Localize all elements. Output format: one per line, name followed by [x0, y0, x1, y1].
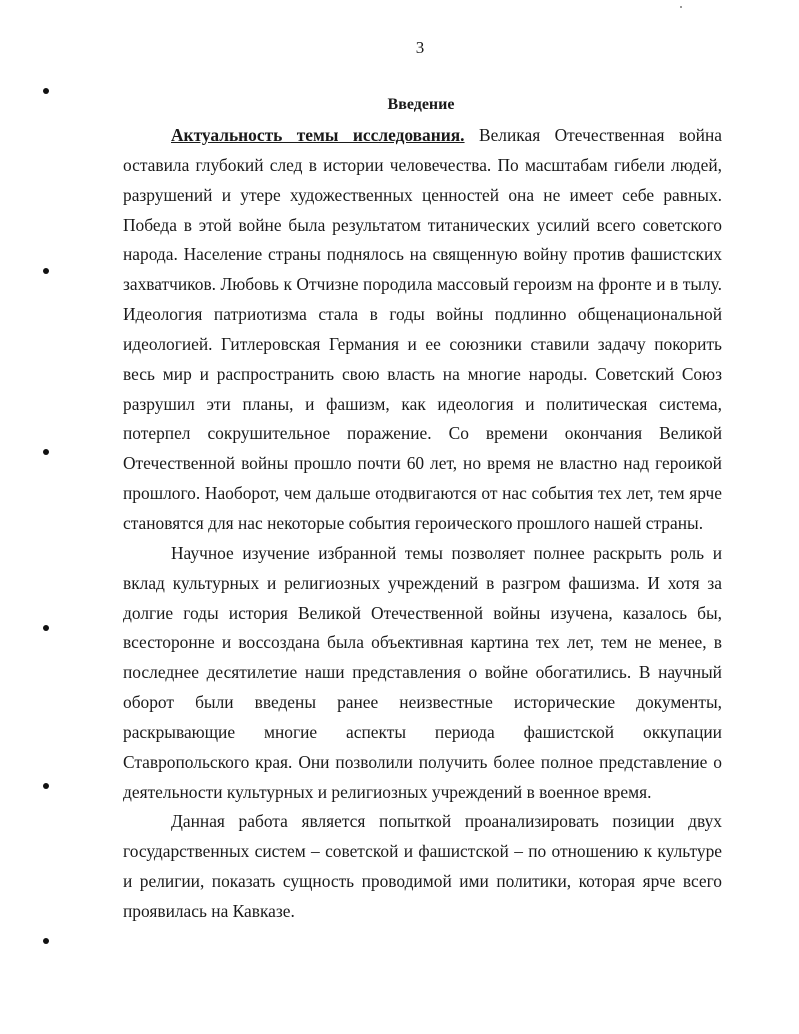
scan-dot	[43, 449, 49, 455]
page-title: Введение	[387, 96, 455, 113]
section-label: Актуальность темы исследования.	[171, 125, 465, 145]
scan-dot	[43, 268, 49, 274]
paragraph-aim: Данная работа является попыткой проанализировать позиции двух государственных систем – советской и фашистской – по отношению к культуре и религии, показать сущность проводимой ими политики, которая ярче всего проявилась на Кавказе.	[123, 811, 722, 921]
scan-speck	[680, 6, 682, 8]
scan-dot	[43, 625, 49, 631]
paragraph-relevance	[123, 121, 722, 539]
document-body	[123, 121, 722, 927]
paragraph-text: Великая Отечественная война оставила глубокий след в истории человечества. По масштабам гибели людей, разрушений и утере художественных ценностей она не имеет себе равных. Победа в этой войне была результатом титанических усилий всего советского народа. Население страны поднялось на священную войну против фашистских захватчиков. Любовь к Отчизне породила массовый героизм на фронте и в тылу. Идеология патриотизма стала в годы войны подлинно общенациональной идеологией. Гитлеровская Германия и ее союзники ставили задачу покорить весь мир и распространить свою власть на многие народы. Советский Союз разрушил эти планы, и фашизм, как идеология и политическая система, потерпел сокрушительное поражение. Со времени окончания Великой Отечественной войны прошло почти 60 лет, но время не властно над героикой прошлого. Наоборот, чем дальше отодвигаются от нас события тех лет, тем ярче становятся для нас некоторые события героического прошлого нашей страны.	[123, 125, 722, 533]
scan-dot	[43, 783, 49, 789]
scan-dot	[43, 938, 49, 944]
scan-dot	[43, 88, 49, 94]
paragraph-study: Научное изучение избранной темы позволяет полнее раскрыть роль и вклад культурных и религиозных учреждений в разгром фашизма. И хотя за долгие годы история Великой Отечественной войны изучена, казалось бы, всесторонне и воссоздана была объективная картина тех лет, тем не менее, в последнее десятилетие наши представления о войне обогатились. В научный оборот были введены ранее неизвестные исторические документы, раскрывающие многие аспекты периода фашистской оккупации Ставропольского края. Они позволили получить более полное представление о деятельности культурных и религиозных учреждений в военное время.	[123, 542, 722, 802]
page-number: 3	[415, 38, 425, 57]
